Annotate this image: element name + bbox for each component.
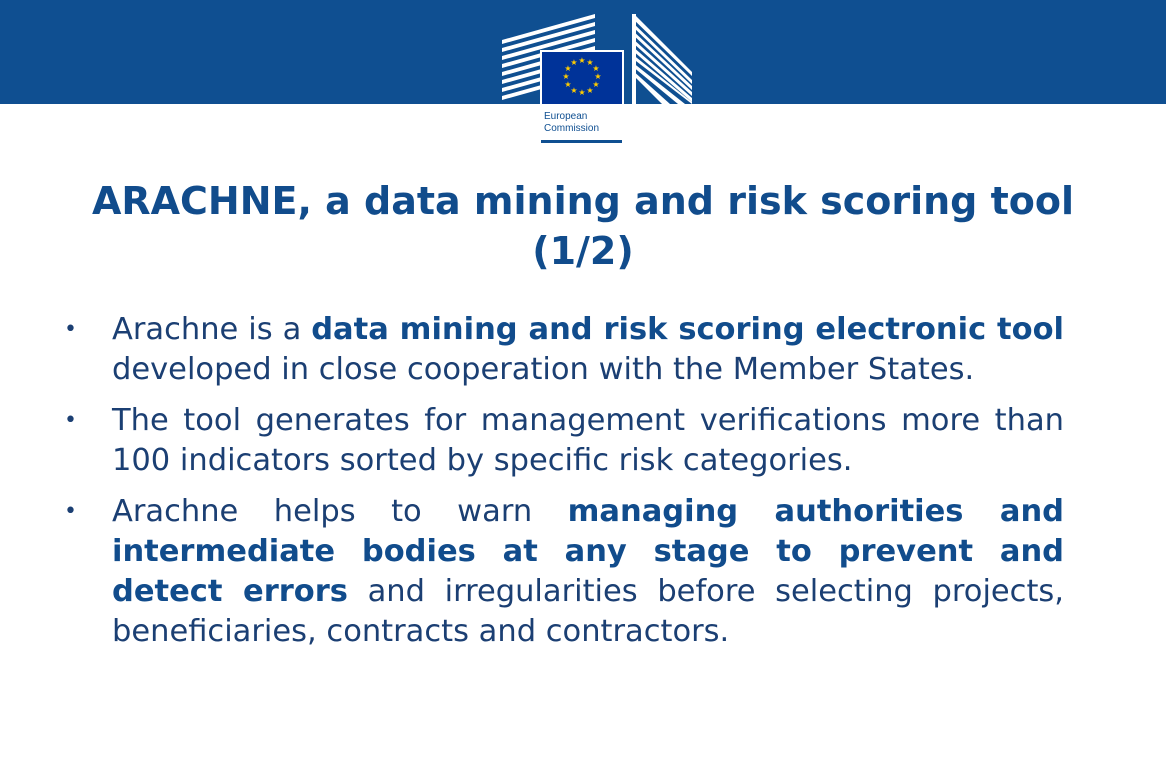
svg-text:★: ★ (586, 58, 594, 67)
bullet-item (64, 401, 1064, 481)
building-right-wing-icon (632, 14, 692, 104)
bullet-text: and irregularities before selecting projects, beneficiaries, contracts and contractors. (112, 574, 1064, 649)
bullet-highlight: managing authorities and intermediate bodies at any stage to prevent and detect errors (112, 494, 1064, 609)
slide-title-line1: ARACHNE, a data mining and risk scoring tool (91, 179, 1075, 223)
svg-text:★: ★ (592, 64, 600, 73)
svg-text:★: ★ (570, 86, 578, 95)
logo-text (544, 111, 599, 135)
bullet-highlight: data mining and risk scoring electronic tool (311, 312, 1064, 347)
bullet-text: Arachne helps to warn (112, 494, 568, 529)
bullet-icon: • (64, 317, 77, 342)
slide-title (40, 176, 1126, 276)
bullet-item (64, 310, 1064, 390)
logo-underline (541, 140, 622, 143)
svg-text:★: ★ (586, 86, 594, 95)
svg-text:★: ★ (564, 64, 572, 73)
bullet-text: developed in close cooperation with the Member States. (112, 352, 975, 387)
bullet-item (64, 492, 1064, 652)
bullet-text: Arachne is a (112, 312, 312, 347)
bullet-icon: • (64, 408, 77, 433)
svg-text:★: ★ (592, 80, 600, 89)
slide-title-line2: (1/2) (532, 229, 634, 273)
bullet-icon: • (64, 499, 77, 524)
svg-text:★: ★ (578, 56, 586, 65)
svg-text:★: ★ (578, 88, 586, 97)
bullet-list (64, 310, 1064, 663)
svg-text:★: ★ (570, 58, 578, 67)
bullet-text: The tool generates for management verifications more than 100 indicators sorted by specific risk categories. (112, 403, 1064, 478)
svg-text:★: ★ (594, 72, 602, 81)
logo-text-line1: European (544, 111, 588, 122)
logo-text-line2: Commission (544, 123, 600, 134)
svg-text:★: ★ (564, 80, 572, 89)
svg-text:★: ★ (562, 72, 570, 81)
